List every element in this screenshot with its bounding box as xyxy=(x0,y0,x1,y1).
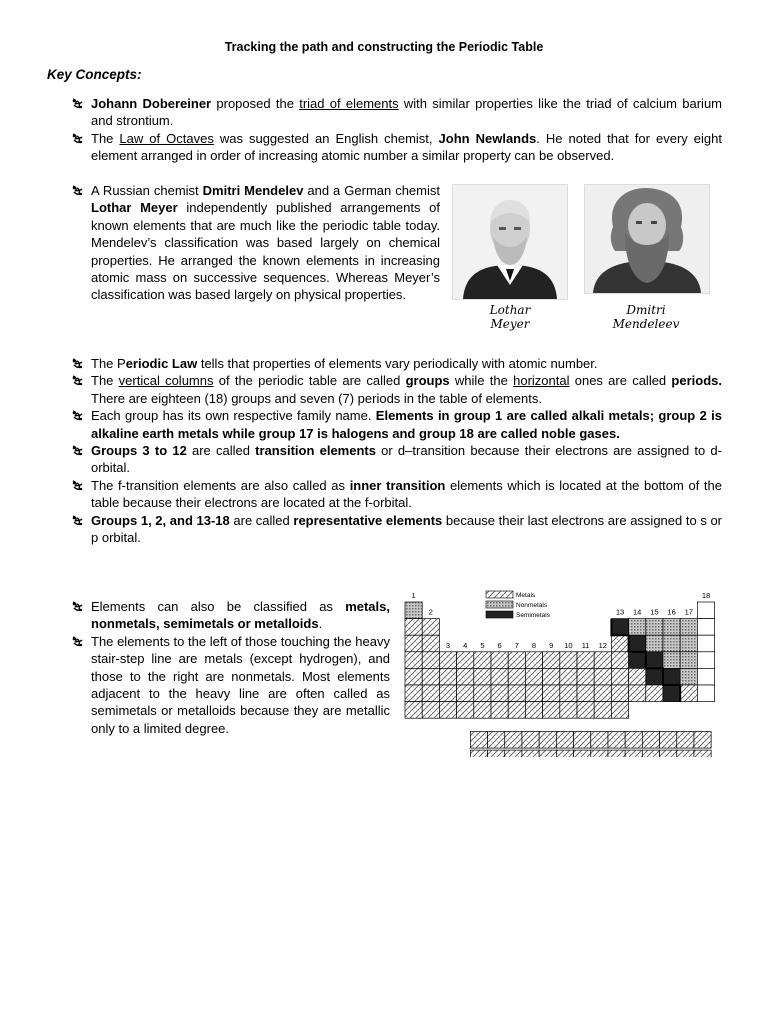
element-cell-metal xyxy=(591,731,608,748)
element-cell-metal xyxy=(405,702,422,719)
element-cell-nonmetal xyxy=(405,602,422,619)
element-cell-metal xyxy=(474,652,491,669)
element-cell-noble xyxy=(697,619,714,636)
bullet-icon xyxy=(71,98,84,110)
element-cell-metal xyxy=(611,685,628,702)
element-cell-metal xyxy=(422,668,439,685)
element-cell-metal xyxy=(491,652,508,669)
element-cell-metal xyxy=(543,685,560,702)
element-cell-metal xyxy=(543,702,560,719)
bullet-icon xyxy=(71,358,84,370)
element-cell-metal xyxy=(539,750,556,757)
element-cell-semimetal xyxy=(646,652,663,669)
element-cell-metal xyxy=(470,731,487,748)
bullet-icon xyxy=(71,185,84,197)
legend-metals-label: Metals xyxy=(516,592,536,599)
element-cell-metal xyxy=(660,750,677,757)
mendeleev-photo-icon xyxy=(585,185,709,293)
element-cell-metal xyxy=(556,750,573,757)
element-cell-metal xyxy=(611,668,628,685)
element-cell-metal xyxy=(560,668,577,685)
meyer-photo-icon xyxy=(453,185,567,299)
element-cell-nonmetal xyxy=(646,619,663,636)
element-cell-metal xyxy=(474,702,491,719)
element-cell-metal xyxy=(422,702,439,719)
element-cell-metal xyxy=(474,668,491,685)
element-cell-nonmetal xyxy=(680,668,697,685)
element-cell-metal xyxy=(405,668,422,685)
element-cell-metal xyxy=(422,652,439,669)
element-cell-metal xyxy=(405,652,422,669)
element-cell-metal xyxy=(680,685,697,702)
element-cell-metal xyxy=(488,731,505,748)
page-title: Tracking the path and constructing the Periodic Table xyxy=(224,40,544,54)
bullet-icon xyxy=(71,480,84,492)
element-cell-semimetal xyxy=(629,635,646,652)
element-cell-metal xyxy=(457,702,474,719)
legend-semimetals-swatch xyxy=(486,611,513,618)
element-cell-metal xyxy=(642,750,659,757)
element-cell-metal xyxy=(439,685,456,702)
element-cell-metal xyxy=(574,750,591,757)
element-cell-metal xyxy=(556,731,573,748)
list-item: The vertical columns of the periodic table are called groups while the horizontal ones are called periods. There are eighteen (18) groups and seven (7) periods in the table of elements. xyxy=(71,372,722,407)
element-cell-metal xyxy=(525,702,542,719)
element-cell-metal xyxy=(525,668,542,685)
periodic-table-cells xyxy=(405,602,715,757)
element-cell-metal xyxy=(491,702,508,719)
mendeleev-caption: Dmitri Mendeleev xyxy=(612,303,680,331)
element-cell-metal xyxy=(608,750,625,757)
group-label-5: 5 xyxy=(480,640,485,650)
group-label-3: 3 xyxy=(445,640,451,650)
element-cell-metal xyxy=(577,685,594,702)
group-label-6: 6 xyxy=(497,640,502,650)
element-cell-noble xyxy=(697,685,714,702)
group-label-14: 14 xyxy=(633,607,642,617)
group-label-13: 13 xyxy=(615,607,625,617)
element-cell-metal xyxy=(508,702,525,719)
element-cell-nonmetal xyxy=(646,635,663,652)
element-cell-metal xyxy=(625,750,642,757)
element-cell-metal xyxy=(508,668,525,685)
section-heading: Key Concepts: xyxy=(47,67,142,82)
element-cell-metal xyxy=(439,702,456,719)
periodic-table-diagram xyxy=(403,587,733,757)
element-cell-metal xyxy=(594,652,611,669)
group-label-7: 7 xyxy=(514,640,519,650)
element-cell-metal xyxy=(591,750,608,757)
list-item: The Law of Octaves was suggested an English chemist, John Newlands. He noted that for every eight element arranged in order of increasing atomic number a similar property can be observed. xyxy=(71,130,722,165)
lothar-meyer-portrait xyxy=(452,184,568,300)
element-cell-metal xyxy=(488,750,505,757)
element-cell-metal xyxy=(543,668,560,685)
bullet-icon xyxy=(71,133,84,145)
element-cell-metal xyxy=(629,668,646,685)
group-label-11: 11 xyxy=(581,640,590,650)
element-cell-metal xyxy=(508,652,525,669)
element-cell-noble xyxy=(697,635,714,652)
element-cell-metal xyxy=(505,731,522,748)
element-cell-nonmetal xyxy=(629,619,646,636)
group-label-15: 15 xyxy=(650,607,659,617)
legend-metals-swatch xyxy=(486,591,513,598)
bullet-icon xyxy=(71,515,84,527)
element-cell-metal xyxy=(611,702,628,719)
element-cell-metal xyxy=(594,668,611,685)
element-cell-nonmetal xyxy=(663,635,680,652)
list-item: The f-transition elements are also called as inner transition elements which is located at the bottom of the table because their electrons are located at the f-orbital. xyxy=(71,477,722,512)
element-cell-metal xyxy=(611,635,628,652)
element-cell-metal xyxy=(491,685,508,702)
element-cell-metal xyxy=(577,652,594,669)
element-cell-metal xyxy=(405,685,422,702)
element-cell-metal xyxy=(457,668,474,685)
element-cell-metal xyxy=(539,731,556,748)
element-cell-noble xyxy=(697,668,714,685)
element-cell-semimetal xyxy=(663,685,680,702)
list-item: Elements can also be classified as metals, nonmetals, semimetals or metalloids. xyxy=(71,598,390,633)
element-cell-metal xyxy=(439,652,456,669)
element-cell-metal xyxy=(642,731,659,748)
element-cell-metal xyxy=(491,668,508,685)
group-label-2: 2 xyxy=(428,607,433,617)
bullet-icon xyxy=(71,601,84,613)
bullet-icon xyxy=(71,445,84,457)
element-cell-metal xyxy=(405,635,422,652)
group-label-8: 8 xyxy=(531,640,537,650)
element-cell-nonmetal xyxy=(680,619,697,636)
group-label-12: 12 xyxy=(598,640,607,650)
bullet-icon xyxy=(71,636,84,648)
group-label-1: 1 xyxy=(411,591,416,600)
element-cell-semimetal xyxy=(646,668,663,685)
dmitri-mendeleev-portrait xyxy=(584,184,710,294)
group-label-4: 4 xyxy=(463,640,468,650)
list-item: The elements to the left of those touching the heavy stair-step line are metals (except hydrogen), and those to the right are nonmetals. Most elements adjacent to the heavy line are often called as semimetals or metalloids because they are metallic only to a limited degree. xyxy=(71,633,390,737)
element-cell-metal xyxy=(457,652,474,669)
element-cell-metal xyxy=(594,685,611,702)
element-cell-metal xyxy=(522,731,539,748)
list-item: Johann Dobereiner proposed the triad of elements with similar properties like the triad of calcium barium and strontium. xyxy=(71,95,722,130)
bullet-icon xyxy=(71,375,84,387)
list-item: Each group has its own respective family name. Elements in group 1 are called alkali metals; group 2 is alkaline earth metals while group 17 is halogens and group 18 are called noble gases. xyxy=(71,407,722,442)
element-cell-metal xyxy=(677,731,694,748)
element-cell-metal xyxy=(577,702,594,719)
element-cell-nonmetal xyxy=(680,652,697,669)
group-label-17: 17 xyxy=(684,607,693,617)
element-cell-nonmetal xyxy=(663,652,680,669)
classification-bullet-list xyxy=(71,598,390,737)
element-cell-metal xyxy=(508,685,525,702)
element-cell-metal xyxy=(525,652,542,669)
element-cell-metal xyxy=(646,685,663,702)
element-cell-metal xyxy=(422,619,439,636)
periodic-law-bullet-list xyxy=(71,355,722,546)
element-cell-metal xyxy=(505,750,522,757)
element-cell-metal xyxy=(660,731,677,748)
element-cell-metal xyxy=(543,652,560,669)
legend-semimetals-label: Semimetals xyxy=(516,612,550,619)
legend xyxy=(486,591,551,619)
element-cell-metal xyxy=(405,619,422,636)
element-cell-noble xyxy=(697,602,714,619)
element-cell-metal xyxy=(474,685,491,702)
element-cell-metal xyxy=(594,702,611,719)
element-cell-semimetal xyxy=(611,619,628,636)
group-label-16: 16 xyxy=(667,607,676,617)
element-cell-metal xyxy=(560,652,577,669)
element-cell-metal xyxy=(677,750,694,757)
element-cell-metal xyxy=(522,750,539,757)
element-cell-metal xyxy=(560,685,577,702)
legend-nonmetals-label: Nonmetals xyxy=(516,602,548,609)
element-cell-metal xyxy=(629,685,646,702)
element-cell-metal xyxy=(608,731,625,748)
element-cell-nonmetal xyxy=(663,619,680,636)
group-label-10: 10 xyxy=(564,640,573,650)
list-item: The Periodic Law tells that properties of elements vary periodically with atomic number. xyxy=(71,355,722,372)
group-label-9: 9 xyxy=(549,640,554,650)
element-cell-metal xyxy=(694,731,711,748)
element-cell-metal xyxy=(694,750,711,757)
element-cell-metal xyxy=(625,731,642,748)
element-cell-metal xyxy=(457,685,474,702)
element-cell-nonmetal xyxy=(680,635,697,652)
element-cell-metal xyxy=(525,685,542,702)
group-label-18: 18 xyxy=(701,591,711,600)
element-cell-metal xyxy=(560,702,577,719)
element-cell-metal xyxy=(611,652,628,669)
element-cell-metal xyxy=(439,668,456,685)
legend-nonmetals-swatch xyxy=(486,601,513,608)
list-item: Groups 3 to 12 are called transition elements or d–transition because their electrons are assigned to d-orbital. xyxy=(71,442,722,477)
element-cell-metal xyxy=(422,685,439,702)
element-cell-metal xyxy=(470,750,487,757)
meyer-caption: Lothar Meyer xyxy=(489,303,531,331)
element-cell-noble xyxy=(697,652,714,669)
list-item: A Russian chemist Dmitri Mendelev and a German chemist Lothar Meyer independently published arrangements of known elements that are much like the periodic table today. Mendelev’s classification was based largely on chemical properties. He arranged the known elements in increasing atomic mass on successive sequences. Whereas Meyer’s classification was based largely on physical properties. xyxy=(71,182,440,304)
list-item: Groups 1, 2, and 13-18 are called representative elements because their last electrons are assigned to s or p orbital. xyxy=(71,512,722,547)
element-cell-metal xyxy=(574,731,591,748)
element-cell-semimetal xyxy=(629,652,646,669)
history-bullet xyxy=(71,182,440,304)
element-cell-semimetal xyxy=(663,668,680,685)
bullet-icon xyxy=(71,410,84,422)
element-cell-metal xyxy=(577,668,594,685)
intro-bullet-list xyxy=(71,95,722,165)
element-cell-metal xyxy=(422,635,439,652)
